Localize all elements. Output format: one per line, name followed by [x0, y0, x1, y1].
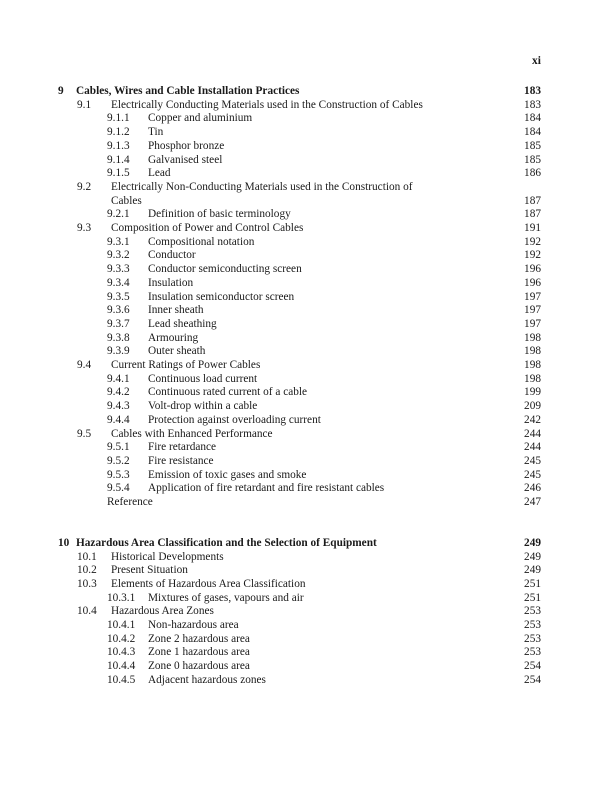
toc-entry-title: Tin: [148, 126, 164, 139]
toc-entry-lead: [58, 414, 501, 428]
toc-entry-page: 196: [524, 276, 541, 289]
toc-entry-page: 198: [524, 345, 541, 358]
toc-section: [58, 181, 541, 195]
toc-subsection: [58, 277, 541, 291]
toc-subsection: [58, 400, 541, 414]
toc-entry-number: 10.3.1: [107, 591, 136, 604]
toc-subsection: [58, 414, 541, 428]
toc-entry-lead: [58, 578, 501, 592]
toc-entry-title: Zone 2 hazardous area: [148, 632, 250, 645]
toc-entry-lead: [58, 332, 501, 346]
toc-subsection: [58, 236, 541, 250]
toc-entry-page: 244: [524, 427, 541, 440]
toc-subsection: [58, 469, 541, 483]
chapter-heading: [58, 537, 541, 551]
chapter-page: 183: [524, 85, 541, 97]
toc-entry-lead: [58, 646, 501, 660]
toc-entry-lead: [58, 140, 501, 154]
toc-entry-title: Electrically Conducting Materials used in the Construction of Cables: [111, 98, 423, 111]
toc-entry-number: 10.4.2: [107, 632, 136, 645]
toc-entry-title: Copper and aluminium: [148, 112, 253, 125]
toc-subsection: [58, 318, 541, 332]
toc-entry-title-continued: Cables: [111, 194, 142, 207]
toc-reference: [58, 496, 541, 510]
toc-entry-lead: [58, 455, 501, 469]
toc-entry-page: 254: [524, 660, 541, 673]
toc-entry-page: 185: [524, 153, 541, 166]
toc-entry-number: 9.3.3: [107, 263, 130, 276]
toc-entry-number: 10.4.4: [107, 660, 136, 673]
toc-entry-page: 244: [524, 441, 541, 454]
toc-entry-number: 9.4.2: [107, 386, 130, 399]
toc-entry-title: Definition of basic terminology: [148, 208, 291, 221]
toc-entry-number: 9.3.5: [107, 290, 130, 303]
toc-entry-number: 9.4: [77, 359, 92, 372]
toc-entry-title: Mixtures of gases, vapours and air: [148, 591, 304, 604]
toc-entry-title: Armouring: [148, 331, 199, 344]
toc-section: [58, 222, 541, 236]
toc-section: [58, 359, 541, 373]
toc-entry-lead: [58, 674, 501, 688]
toc-subsection: [58, 455, 541, 469]
toc-entry-lead: [58, 318, 501, 332]
toc-entry-title: Continuous rated current of a cable: [148, 386, 308, 399]
toc-entry-title: Historical Developments: [111, 550, 224, 563]
toc-entry-title: Emission of toxic gases and smoke: [148, 468, 307, 481]
toc-entry-number: 9.4.1: [107, 372, 130, 385]
toc-entry-number: 9.2.1: [107, 208, 130, 221]
toc-entry-page: 253: [524, 632, 541, 645]
toc-entry-title: Hazardous Area Zones: [111, 605, 214, 618]
toc-entry-page: 254: [524, 673, 541, 686]
toc-subsection: [58, 674, 541, 688]
toc-entry-page: 197: [524, 290, 541, 303]
toc-entry-title: Insulation: [148, 276, 194, 289]
toc-entry-lead: [58, 181, 501, 195]
chapter-heading: [58, 85, 541, 99]
toc-entry-title: Composition of Power and Control Cables: [111, 222, 304, 235]
chapter-number: 10: [58, 536, 70, 549]
toc-entry-title: Volt-drop within a cable: [148, 400, 258, 413]
toc-entry-page: 245: [524, 468, 541, 481]
toc-subsection: [58, 332, 541, 346]
toc-entry-page: 196: [524, 263, 541, 276]
toc-entry-title: Conductor: [148, 249, 196, 262]
toc-entry-lead: [58, 633, 501, 647]
toc-entry-page: 192: [524, 249, 541, 262]
toc-subsection: [58, 249, 541, 263]
toc-entry-number: 9.2: [77, 180, 92, 193]
toc-entry-number: 10.4.1: [107, 619, 136, 632]
toc-entry-title: Application of fire retardant and fire resistant cables: [148, 482, 385, 495]
toc-entry-page: 186: [524, 167, 541, 180]
toc-subsection: [58, 482, 541, 496]
toc-entry-page: 198: [524, 359, 541, 372]
toc-entry-title: Non-hazardous area: [148, 619, 239, 632]
toc-entry-number: 10.4.3: [107, 646, 136, 659]
toc-entry-page: 245: [524, 454, 541, 467]
toc-entry-number: 9.3.1: [107, 235, 130, 248]
chapter-number: 9: [58, 85, 64, 97]
toc-entry-page: 209: [524, 400, 541, 413]
toc-entry-title: Compositional notation: [148, 235, 255, 248]
toc-subsection: [58, 140, 541, 154]
toc-entry-title: Adjacent hazardous zones: [148, 673, 266, 686]
toc-subsection: [58, 263, 541, 277]
toc-entry-title: Protection against overloading current: [148, 413, 321, 426]
toc-subsection: [58, 619, 541, 633]
toc-subsection: [58, 646, 541, 660]
toc-section: [58, 428, 541, 442]
toc-entry-number: 10.4.5: [107, 673, 136, 686]
toc-entry-lead: [58, 386, 501, 400]
toc-entry-number: 10.2: [77, 564, 97, 577]
toc-entry-lead: [58, 304, 501, 318]
chapter-title: Cables, Wires and Cable Installation Practices: [76, 85, 300, 97]
toc-entry-number: 10.3: [77, 577, 97, 590]
toc-entry-lead: [58, 660, 501, 674]
toc-entry-lead: [58, 167, 501, 181]
toc-section: [58, 605, 541, 619]
chapter-block: [58, 85, 541, 510]
toc-entry-number: 9.3.8: [107, 331, 130, 344]
toc-entry-page: 192: [524, 235, 541, 248]
toc-subsection: [58, 208, 541, 222]
toc-subsection: [58, 345, 541, 359]
toc-subsection: [58, 592, 541, 606]
toc-entry-number: 10.4: [77, 605, 97, 618]
toc-entry-number: 9.1.2: [107, 126, 130, 139]
toc-entry-page: 253: [524, 619, 541, 632]
toc-entry-page: 242: [524, 413, 541, 426]
toc-entry-number: 9.5.4: [107, 482, 130, 495]
toc-subsection: [58, 126, 541, 140]
toc-subsection: [58, 112, 541, 126]
toc-entry-number: 9.3.2: [107, 249, 130, 262]
toc-entry-page: 184: [524, 112, 541, 125]
toc-entry-number: 9.1.5: [107, 167, 130, 180]
toc-subsection: [58, 373, 541, 387]
toc-entry-title: Zone 1 hazardous area: [148, 646, 250, 659]
toc-entry-lead: [58, 345, 501, 359]
toc-entry-title: Cables with Enhanced Performance: [111, 427, 273, 440]
toc-entry-lead: [58, 208, 501, 222]
toc-entry-title: Elements of Hazardous Area Classification: [111, 577, 306, 590]
toc-entry-title: Phosphor bronze: [148, 139, 225, 152]
toc-section: [58, 551, 541, 565]
toc-entry-page: 253: [524, 605, 541, 618]
toc-entry-page: 183: [524, 98, 541, 111]
toc-entry-number: 9.1.1: [107, 112, 130, 125]
toc-entry-number: 9.1: [77, 98, 92, 111]
page-folio: xi: [532, 55, 541, 67]
toc-entry-page: 246: [524, 482, 541, 495]
toc-entry-number: 9.3.7: [107, 317, 130, 330]
toc-entry-title: Continuous load current: [148, 372, 258, 385]
chapter-block: [58, 537, 541, 688]
toc-entry-number: 9.3.4: [107, 276, 130, 289]
toc-entry-title: Fire resistance: [148, 454, 214, 467]
toc-entry-lead: [58, 551, 501, 565]
toc-entry-page: 197: [524, 317, 541, 330]
toc-entry-lead: [58, 605, 501, 619]
toc-entry-number: 9.5.1: [107, 441, 130, 454]
toc-entry-number: 9.5: [77, 427, 92, 440]
toc-entry-title: Galvanised steel: [148, 153, 223, 166]
toc-entry-number: 9.3.6: [107, 304, 130, 317]
toc-entry-page: 191: [524, 222, 541, 235]
toc-entry-title: Conductor semiconducting screen: [148, 263, 302, 276]
toc-entry-title: Inner sheath: [148, 304, 204, 317]
toc-entry-page: 197: [524, 304, 541, 317]
toc-entry-page: 251: [524, 591, 541, 604]
toc-subsection: [58, 291, 541, 305]
toc-entry-lead: [58, 99, 501, 113]
toc-entry-lead: [58, 496, 501, 510]
toc-subsection: [58, 633, 541, 647]
toc-subsection: [58, 167, 541, 181]
toc-entry-lead: [58, 277, 501, 291]
toc-entry-title: Reference: [107, 496, 153, 509]
toc-entry-lead: [58, 564, 501, 578]
toc-section-continuation: [58, 195, 541, 209]
toc-entry-lead: [58, 428, 501, 442]
toc-entry-title: Present Situation: [111, 564, 188, 577]
toc-entry-page: 251: [524, 577, 541, 590]
toc-entry-page: 198: [524, 331, 541, 344]
toc-entry-lead: [58, 291, 501, 305]
toc-entry-number: 9.3.9: [107, 345, 130, 358]
toc-entry-lead: [58, 195, 501, 209]
toc-entry-lead: [58, 222, 501, 236]
chapter-title: Hazardous Area Classification and the Selection of Equipment: [76, 536, 377, 549]
toc-entry-number: 10.1: [77, 550, 97, 563]
toc-subsection: [58, 386, 541, 400]
toc-entry-number: 9.1.4: [107, 153, 130, 166]
toc-entry-lead: [58, 126, 501, 140]
toc-subsection: [58, 441, 541, 455]
toc-entry-page: 247: [524, 496, 541, 509]
toc-entry-title: Insulation semiconductor screen: [148, 290, 295, 303]
toc-entry-page: 253: [524, 646, 541, 659]
toc-entry-lead: [58, 441, 501, 455]
toc-entry-page: 187: [524, 208, 541, 221]
chapter-lead: [58, 85, 501, 99]
toc-subsection: [58, 304, 541, 318]
toc-entry-page: 199: [524, 386, 541, 399]
toc-entry-page: 249: [524, 564, 541, 577]
table-of-contents: [58, 85, 541, 688]
toc-entry-lead: [58, 482, 501, 496]
toc-entry-lead: [58, 359, 501, 373]
toc-entry-lead: [58, 249, 501, 263]
toc-subsection: [58, 660, 541, 674]
toc-entry-page: 187: [524, 194, 541, 207]
toc-subsection: [58, 154, 541, 168]
toc-entry-page: 185: [524, 139, 541, 152]
toc-entry-page: 198: [524, 372, 541, 385]
toc-entry-title: Lead: [148, 167, 171, 180]
chapter-lead: [58, 537, 501, 551]
toc-entry-title: Outer sheath: [148, 345, 206, 358]
toc-entry-number: 9.4.4: [107, 413, 130, 426]
toc-entry-lead: [58, 592, 501, 606]
toc-entry-title: Electrically Non-Conducting Materials used in the Construction of: [111, 180, 413, 193]
toc-entry-number: 9.1.3: [107, 139, 130, 152]
toc-entry-number: 9.3: [77, 222, 92, 235]
toc-entry-lead: [58, 619, 501, 633]
toc-entry-title: Lead sheathing: [148, 317, 217, 330]
toc-entry-page: 184: [524, 126, 541, 139]
toc-entry-lead: [58, 263, 501, 277]
toc-entry-lead: [58, 373, 501, 387]
toc-entry-lead: [58, 236, 501, 250]
toc-section: [58, 578, 541, 592]
toc-entry-lead: [58, 469, 501, 483]
toc-section: [58, 99, 541, 113]
toc-entry-title: Fire retardance: [148, 441, 217, 454]
toc-entry-title: Zone 0 hazardous area: [148, 660, 250, 673]
toc-entry-lead: [58, 400, 501, 414]
toc-entry-number: 9.4.3: [107, 400, 130, 413]
toc-entry-number: 9.5.2: [107, 454, 130, 467]
toc-entry-page: 249: [524, 550, 541, 563]
toc-entry-title: Current Ratings of Power Cables: [111, 359, 261, 372]
toc-entry-lead: [58, 154, 501, 168]
toc-entry-lead: [58, 112, 501, 126]
toc-entry-number: 9.5.3: [107, 468, 130, 481]
chapter-page: 249: [524, 536, 541, 549]
toc-section: [58, 564, 541, 578]
